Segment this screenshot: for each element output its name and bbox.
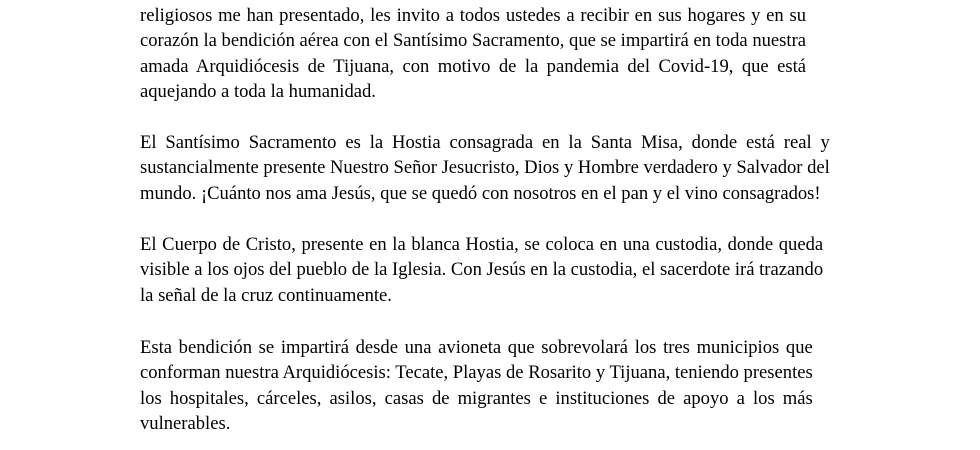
text-line: mundo. ¡Cuánto nos ama Jesús, que se quedó con nosotros en el pan y el vino consagrados! (140, 182, 821, 204)
text-line: sustancialmente presente Nuestro Señor Jesucristo, Dios y Hombre verdadero y Salvador del (140, 157, 830, 179)
text-line: aquejando a toda la humanidad. (140, 80, 376, 102)
text-line: El Santísimo Sacramento es la Hostia consagrada en la Santa Misa, donde está real y (140, 132, 830, 153)
text-line: visible a los ojos del pueblo de la Iglesia. Con Jesús en la custodia, el sacerdote irá trazando (140, 259, 824, 281)
text-line: Esta bendición se impartirá desde una avioneta que sobrevolará los tres municipios que (140, 337, 813, 358)
paragraph-flight (140, 335, 813, 436)
text-line: conforman nuestra Arquidiócesis: Tecate, Playas de Rosarito y Tijuana, teniendo presentes (140, 362, 813, 384)
text-line: amada Arquidiócesis de Tijuana, con motivo de la pandemia del Covid-19, que está (140, 55, 807, 77)
text-line: la señal de la cruz continuamente. (140, 284, 392, 306)
text-line: los hospitales, cárceles, asilos, casas de migrantes e instituciones de apoyo a los más (140, 387, 813, 409)
paragraph-sacrament (140, 130, 830, 206)
text-line: religiosos me han presentado, les invito a todos ustedes a recibir en sus hogares y en su (140, 5, 807, 26)
text-line: El Cuerpo de Cristo, presente en la blanca Hostia, se coloca en una custodia, donde queda (140, 234, 824, 255)
paragraph-invitation (140, 3, 806, 104)
paragraph-custodia (140, 232, 823, 308)
text-line: corazón la bendición aérea con el Santísimo Sacramento, que se impartirá en toda nuestra (140, 30, 807, 52)
text-line: vulnerables. (140, 412, 231, 434)
